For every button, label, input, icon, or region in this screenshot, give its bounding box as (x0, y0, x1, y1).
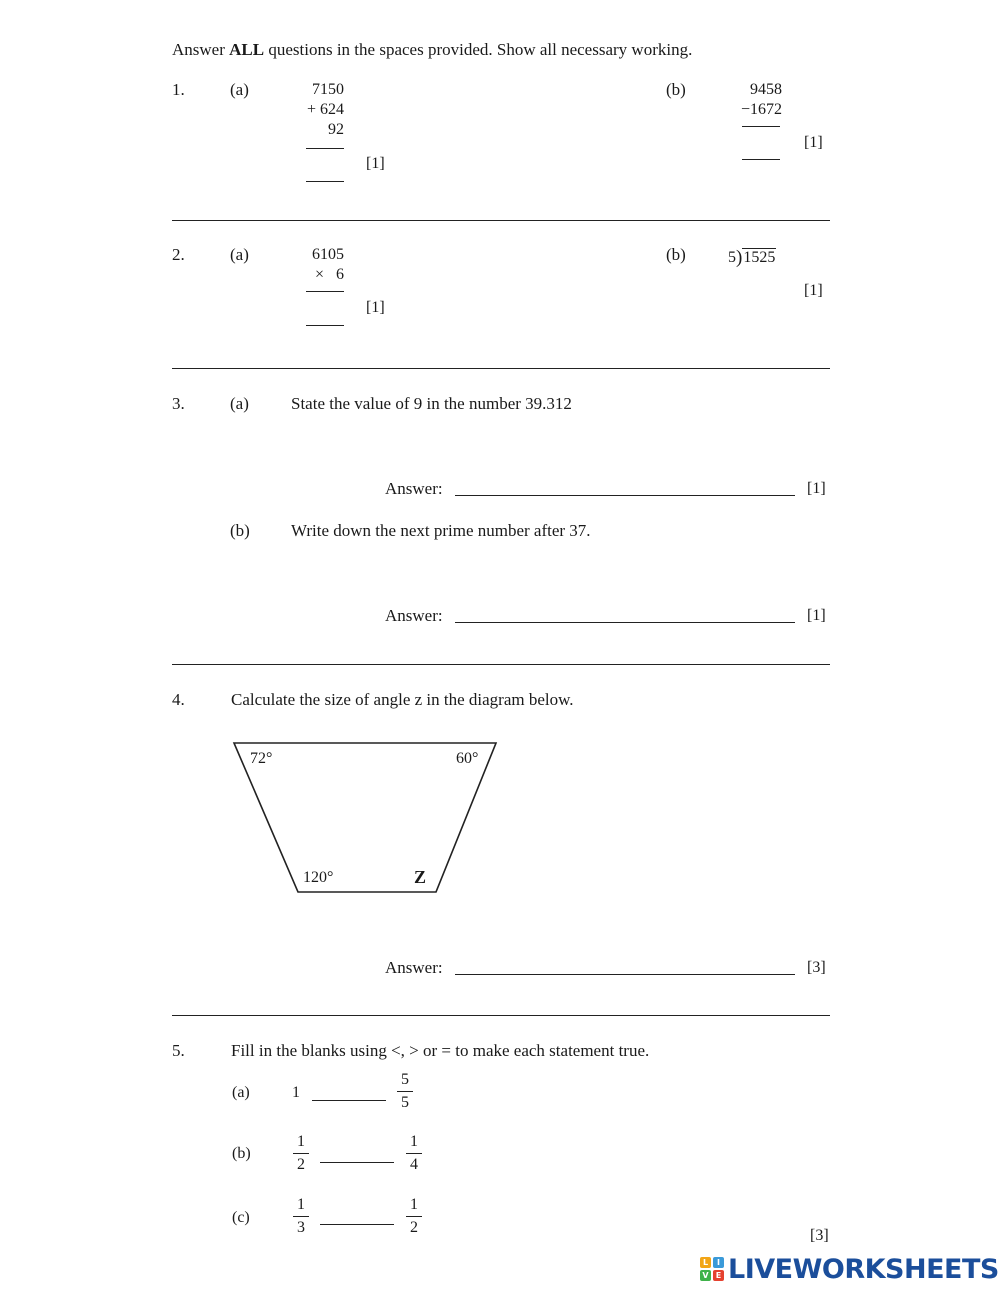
q2b-dividend: 1525 (743, 249, 776, 266)
q5a-right-fraction: 5 5 (394, 1070, 416, 1113)
q1b-subtrahend: −1672 (740, 101, 782, 118)
q3a-marks: [1] (807, 480, 826, 497)
q3a-question-text: State the value of 9 in the number 39.312 (291, 394, 572, 413)
q1b-minuend: 9458 (750, 81, 782, 98)
section-divider (172, 1015, 830, 1016)
q4-question-text: Calculate the size of angle z in the diagram below. (231, 690, 574, 709)
q4-answer-label: Answer: (385, 958, 443, 977)
q3b-label: (b) (230, 521, 250, 540)
q5b-left-fraction: 1 2 (290, 1132, 312, 1175)
q3a-answer-label: Answer: (385, 479, 443, 498)
question-1-number: 1. (172, 80, 185, 99)
q1a-label: (a) (230, 80, 249, 99)
question-5-number: 5. (172, 1041, 185, 1060)
q2a-answer-blank[interactable] (306, 325, 344, 326)
q5a-left-number: 1 (292, 1084, 300, 1101)
q4-marks: [3] (807, 959, 826, 976)
q1b-label: (b) (666, 80, 686, 99)
q2a-label: (a) (230, 245, 249, 264)
q3b-question-text: Write down the next prime number after 37. (291, 521, 591, 540)
angle-top-left: 72° (250, 750, 273, 767)
section-divider (172, 664, 830, 665)
q1a-sum-rule (306, 148, 344, 149)
q1a-addend-1: 7150 (312, 81, 344, 98)
question-2-number: 2. (172, 245, 185, 264)
q3b-answer-label: Answer: (385, 606, 443, 625)
q2b-long-division: 5)1525 (728, 247, 776, 268)
q2b-divisor: 5 (728, 249, 736, 266)
q3b-answer-field[interactable] (455, 622, 795, 623)
q1a-addend-3: 92 (328, 121, 344, 138)
q5c-right-fraction: 1 2 (403, 1195, 425, 1238)
q5b-right-fraction: 1 4 (403, 1132, 425, 1175)
q1a-addend-2: + 624 (306, 101, 344, 118)
q1a-marks: [1] (366, 155, 385, 172)
q5a-blank[interactable] (312, 1100, 386, 1101)
angle-bottom-left: 120° (303, 869, 334, 886)
angle-top-right: 60° (456, 750, 479, 767)
q1b-marks: [1] (804, 134, 823, 151)
q2a-product-rule (306, 291, 344, 292)
q4-answer-field[interactable] (455, 974, 795, 975)
instructions: Answer ALL questions in the spaces provided. Show all necessary working. (172, 40, 693, 59)
q2b-label: (b) (666, 245, 686, 264)
question-4-number: 4. (172, 690, 185, 709)
question-3-number: 3. (172, 394, 185, 413)
q5-marks: [3] (810, 1227, 829, 1244)
angle-z-label: Z (414, 867, 427, 887)
liveworksheets-logo[interactable] (700, 1252, 999, 1286)
q2a-marks: [1] (366, 299, 385, 316)
q2a-multiplicand: 6105 (312, 246, 344, 263)
q2a-multiplier: × 6 (314, 266, 344, 283)
q5c-blank[interactable] (320, 1224, 394, 1225)
section-divider (172, 220, 830, 221)
q3a-label: (a) (230, 394, 249, 413)
q5b-blank[interactable] (320, 1162, 394, 1163)
q5c-left-fraction: 1 3 (290, 1195, 312, 1238)
q3a-answer-field[interactable] (455, 495, 795, 496)
q5c-label: (c) (232, 1209, 250, 1226)
q5a-label: (a) (232, 1084, 250, 1101)
q1a-answer-blank[interactable] (306, 181, 344, 182)
section-divider (172, 368, 830, 369)
q5b-label: (b) (232, 1145, 251, 1162)
q3b-marks: [1] (807, 607, 826, 624)
q2b-marks: [1] (804, 282, 823, 299)
logo-mark-icon: L I V E (700, 1257, 724, 1281)
logo-text: LIVEWORKSHEETS (728, 1253, 999, 1285)
q1b-answer-blank[interactable] (742, 159, 780, 160)
q5-question-text: Fill in the blanks using <, > or = to make each statement true. (231, 1041, 650, 1060)
instructions-emphasis: ALL (229, 40, 265, 59)
q1b-difference-rule (742, 126, 780, 127)
